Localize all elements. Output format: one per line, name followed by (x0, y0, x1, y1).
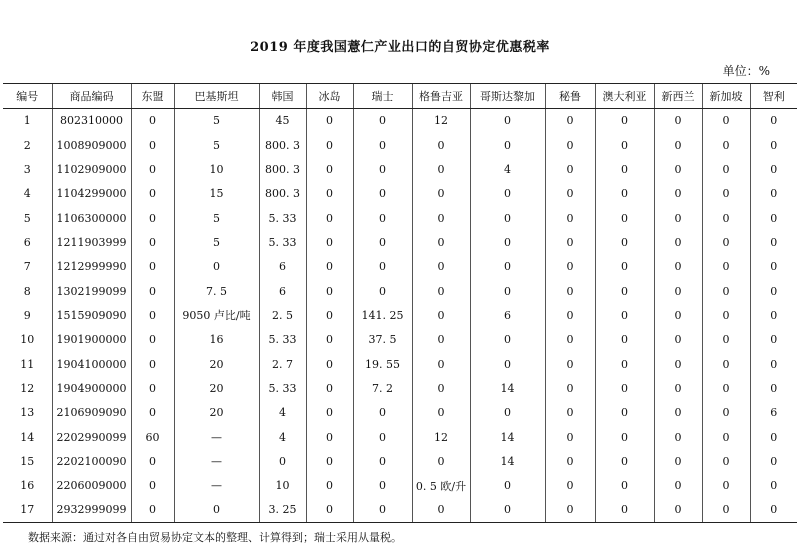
table-cell: 0 (750, 352, 797, 376)
column-header: 澳大利亚 (595, 84, 654, 109)
table-cell: 0 (470, 255, 545, 279)
table-cell: 0 (545, 157, 595, 181)
table-cell: 45 (259, 109, 306, 133)
table-row (3, 157, 797, 181)
table-cell: 5 (174, 109, 259, 133)
table-cell: 0 (545, 133, 595, 157)
table-row (3, 279, 797, 303)
table-cell: 1104299000 (52, 182, 131, 206)
table-cell: 0 (654, 376, 702, 400)
table-cell: 0 (470, 182, 545, 206)
table-cell: 0 (750, 303, 797, 327)
table-cell: 0 (750, 328, 797, 352)
table-cell: 0 (353, 157, 412, 181)
table-cell: 0 (353, 206, 412, 230)
table-cell: 0 (545, 401, 595, 425)
table-cell: 0 (412, 498, 470, 522)
table-cell: 7. 5 (174, 279, 259, 303)
table-cell: 14 (470, 425, 545, 449)
unit-label: 单位：% (722, 64, 770, 78)
table-cell: 141. 25 (353, 303, 412, 327)
column-header: 冰岛 (306, 84, 353, 109)
table-cell: 0 (412, 157, 470, 181)
table-cell: 0 (702, 401, 750, 425)
table-cell: 5 (23, 211, 31, 225)
table-cell: 0 (412, 328, 470, 352)
table-cell: 0 (702, 206, 750, 230)
table-cell: 0 (412, 182, 470, 206)
table-cell: 7. 2 (353, 376, 412, 400)
table-cell: 0 (654, 230, 702, 254)
column-header: 商品编码 (52, 84, 131, 109)
table-cell: 0 (412, 352, 470, 376)
table-cell: 0 (595, 328, 654, 352)
table-cell: 0 (131, 133, 174, 157)
table-cell: 2202990099 (52, 425, 131, 449)
table-cell: 0 (306, 498, 353, 522)
table-cell: 0 (750, 255, 797, 279)
table-cell: 4 (23, 187, 31, 201)
table-cell: 0 (470, 352, 545, 376)
table-cell: 0 (174, 255, 259, 279)
table-row (3, 328, 797, 352)
table-cell: 0 (654, 498, 702, 522)
table-cell: 0 (353, 425, 412, 449)
table-cell: 0 (470, 133, 545, 157)
table-cell: 5 (174, 133, 259, 157)
column-header: 新西兰 (654, 84, 702, 109)
table-cell: 6 (750, 401, 797, 425)
table-cell: 12 (412, 425, 470, 449)
table-cell: 0 (702, 425, 750, 449)
table-cell: 10 (20, 333, 35, 347)
table-cell: 0 (306, 303, 353, 327)
table-cell: 5. 33 (259, 206, 306, 230)
table-cell: 0 (702, 133, 750, 157)
table-cell: 13 (20, 406, 35, 420)
table-cell: 4 (259, 425, 306, 449)
table-cell: 0 (545, 255, 595, 279)
table-cell: 16 (174, 328, 259, 352)
table-cell: 802310000 (52, 109, 131, 133)
table-cell: 20 (174, 352, 259, 376)
table-cell: 12 (20, 381, 35, 395)
table-cell: 0 (545, 182, 595, 206)
column-header: 智利 (750, 84, 797, 109)
table-cell: 0 (750, 474, 797, 498)
table-cell: 5. 33 (259, 376, 306, 400)
table-cell: 0 (595, 230, 654, 254)
table-cell: 14 (470, 449, 545, 473)
table-cell: 0 (750, 157, 797, 181)
table-cell: 0 (131, 449, 174, 473)
table-cell: 0 (470, 498, 545, 522)
table-cell: 2. 5 (259, 303, 306, 327)
table-row (3, 206, 797, 230)
table-cell: 0 (545, 230, 595, 254)
table-cell: 1212999990 (52, 255, 131, 279)
table-cell: 20 (174, 376, 259, 400)
table-cell: 0 (306, 255, 353, 279)
table-cell: 0 (412, 401, 470, 425)
table-cell: 60 (131, 425, 174, 449)
column-header: 编号 (3, 84, 52, 109)
table-cell: 9050 卢比/吨 (174, 303, 259, 327)
table-cell: 0 (654, 206, 702, 230)
table-cell: 0 (306, 401, 353, 425)
table-cell: 0 (306, 109, 353, 133)
table-cell: 0 (654, 474, 702, 498)
table-cell: 0 (412, 206, 470, 230)
table-cell: 5 (174, 230, 259, 254)
table-cell: 0 (595, 206, 654, 230)
table-cell: 0 (470, 474, 545, 498)
table-cell: 6 (23, 235, 31, 249)
table-cell: 6 (470, 303, 545, 327)
table-row (3, 449, 797, 473)
table-cell: 0 (131, 279, 174, 303)
table-cell: 10 (174, 157, 259, 181)
table-cell: 0 (306, 449, 353, 473)
table-row (3, 474, 797, 498)
table-cell: 0 (353, 498, 412, 522)
table-cell: 19. 55 (353, 352, 412, 376)
table-cell: 3. 25 (259, 498, 306, 522)
table-cell: 0 (353, 474, 412, 498)
table-cell: 0 (306, 230, 353, 254)
table-cell: 10 (259, 474, 306, 498)
table-cell: 0 (595, 376, 654, 400)
table-cell: 0 (353, 230, 412, 254)
table-cell: 0 (654, 328, 702, 352)
table-cell: 0 (306, 425, 353, 449)
table-cell: 0 (545, 206, 595, 230)
table-cell: 0 (306, 279, 353, 303)
table-cell: 0 (353, 182, 412, 206)
table-cell: 4 (259, 401, 306, 425)
column-header: 韩国 (259, 84, 306, 109)
table-cell: 1904900000 (52, 376, 131, 400)
table-cell: 0 (654, 182, 702, 206)
table-cell: 0 (412, 279, 470, 303)
table-cell: 2932999099 (52, 498, 131, 522)
table-cell: 14 (470, 376, 545, 400)
table-cell: 2 (23, 138, 31, 152)
table-cell: 0 (702, 182, 750, 206)
table-row (3, 401, 797, 425)
table-cell: 0 (750, 498, 797, 522)
column-header: 格鲁吉亚 (412, 84, 470, 109)
table-cell: 0 (702, 328, 750, 352)
column-header: 新加坡 (702, 84, 750, 109)
table-cell: 1901900000 (52, 328, 131, 352)
table-cell: 0 (595, 303, 654, 327)
table-cell: 0 (595, 352, 654, 376)
table-cell: 0 (750, 279, 797, 303)
table-cell: 8 (23, 284, 31, 298)
table-cell: 0 (353, 255, 412, 279)
table-cell: 0 (470, 401, 545, 425)
table-cell: 15 (174, 182, 259, 206)
table-cell: 0 (545, 279, 595, 303)
table-cell: 0 (545, 449, 595, 473)
table-cell: 0 (412, 255, 470, 279)
tariff-table (3, 83, 797, 523)
table-cell: 0 (750, 206, 797, 230)
table-cell: 0 (470, 279, 545, 303)
table-cell: 16 (20, 479, 35, 493)
table-cell: 0 (654, 109, 702, 133)
table-cell: 0 (702, 109, 750, 133)
table-cell: 0 (131, 498, 174, 522)
table-cell: 0 (306, 328, 353, 352)
table-cell: 0 (595, 182, 654, 206)
table-cell: 5. 33 (259, 230, 306, 254)
table-cell: 800. 3 (259, 182, 306, 206)
table-cell: 0 (595, 425, 654, 449)
table-cell: 0 (131, 109, 174, 133)
table-cell: 37. 5 (353, 328, 412, 352)
table-cell: 14 (20, 430, 35, 444)
table-cell: 0 (654, 255, 702, 279)
table-row (3, 109, 797, 133)
table-cell: 12 (412, 109, 470, 133)
table-cell: 15 (20, 454, 35, 468)
table-cell: — (174, 425, 259, 449)
table-cell: 0 (595, 255, 654, 279)
table-cell: 0 (545, 498, 595, 522)
table-cell: 1106300000 (52, 206, 131, 230)
table-row (3, 352, 797, 376)
table-cell: 0 (545, 474, 595, 498)
table-row (3, 182, 797, 206)
table-cell: 0 (545, 109, 595, 133)
table-cell: 0 (259, 449, 306, 473)
column-header: 秘鲁 (545, 84, 595, 109)
table-cell: 0 (702, 157, 750, 181)
table-cell: 9 (23, 308, 31, 322)
table-cell: 800. 3 (259, 157, 306, 181)
table-cell: 0 (702, 352, 750, 376)
table-cell: 0 (702, 230, 750, 254)
table-cell: 1008909000 (52, 133, 131, 157)
table-title: 2019 年度我国薏仁产业出口的自贸协定优惠税率 (250, 40, 550, 55)
table-cell: 0 (470, 109, 545, 133)
table-cell: 4 (470, 157, 545, 181)
table-cell: 1 (23, 114, 31, 128)
table-cell: 0 (595, 498, 654, 522)
table-cell: 0 (750, 376, 797, 400)
table-cell: 2202100090 (52, 449, 131, 473)
table-cell: 1302199099 (52, 279, 131, 303)
table-cell: 0 (412, 303, 470, 327)
table-row (3, 376, 797, 400)
column-header: 瑞士 (353, 84, 412, 109)
table-cell: 0 (306, 206, 353, 230)
table-cell: 20 (174, 401, 259, 425)
table-cell: 0 (654, 133, 702, 157)
table-row (3, 498, 797, 522)
table-row (3, 255, 797, 279)
table-cell: 0 (595, 133, 654, 157)
table-cell: 0 (131, 328, 174, 352)
table-cell: 0 (702, 279, 750, 303)
table-cell: 0 (595, 401, 654, 425)
table-cell: 0 (702, 449, 750, 473)
table-cell: 0 (654, 425, 702, 449)
footnote: 数据来源：通过对各自由贸易协定文本的整理、计算得到；瑞士采用从量税。 (28, 531, 402, 544)
table-cell: 0 (545, 303, 595, 327)
table-cell: 1904100000 (52, 352, 131, 376)
table-cell: 0 (702, 474, 750, 498)
table-cell: 7 (23, 260, 31, 274)
column-header: 哥斯达黎加 (470, 84, 545, 109)
header-row (3, 84, 797, 109)
table-row (3, 230, 797, 254)
table-cell: 11 (20, 357, 35, 371)
column-header: 巴基斯坦 (174, 84, 259, 109)
table-cell: 0 (750, 182, 797, 206)
table-cell: 0 (131, 474, 174, 498)
table-cell: 0 (595, 279, 654, 303)
table-cell: 0 (412, 133, 470, 157)
table-cell: 3 (23, 162, 31, 176)
table-cell: 6 (259, 279, 306, 303)
table-cell: 0 (131, 157, 174, 181)
table-cell: 0 (470, 328, 545, 352)
column-header: 东盟 (131, 84, 174, 109)
table-cell: 0 (750, 230, 797, 254)
table-cell: 0 (702, 498, 750, 522)
table-cell: 0 (702, 303, 750, 327)
table-cell: 0 (654, 157, 702, 181)
table-cell: 2206009000 (52, 474, 131, 498)
table-cell: 0 (131, 376, 174, 400)
table-cell: 0 (654, 401, 702, 425)
table-cell: 2. 7 (259, 352, 306, 376)
table-cell: 0 (750, 109, 797, 133)
table-cell: 0 (306, 352, 353, 376)
table-cell: 0 (353, 279, 412, 303)
table-cell: 0 (174, 498, 259, 522)
table-cell: 0 (131, 352, 174, 376)
table-cell: 0 (131, 182, 174, 206)
table-cell: 0 (654, 449, 702, 473)
table-cell: 0 (702, 376, 750, 400)
table-cell: 0 (545, 328, 595, 352)
table-cell: 0 (306, 182, 353, 206)
table-cell: 0 (470, 206, 545, 230)
table-cell: 0 (131, 206, 174, 230)
table-cell: 5 (174, 206, 259, 230)
table-cell: 0 (595, 109, 654, 133)
table-row (3, 425, 797, 449)
table-cell: 0 (131, 303, 174, 327)
table-cell: 2106909090 (52, 401, 131, 425)
table-cell: 0 (353, 109, 412, 133)
table-row (3, 303, 797, 327)
table-cell: 17 (3, 498, 52, 522)
table-cell: 0 (702, 255, 750, 279)
table-cell: 0 (654, 303, 702, 327)
table-cell: 0 (412, 376, 470, 400)
table-cell: 0 (306, 133, 353, 157)
table-cell: 0 (750, 449, 797, 473)
table-cell: 1211903999 (52, 230, 131, 254)
table-cell: 800. 3 (259, 133, 306, 157)
table-cell: 0 (412, 230, 470, 254)
table-cell: — (174, 474, 259, 498)
table-cell: 0 (654, 352, 702, 376)
table-cell: — (174, 449, 259, 473)
table-cell: 0 (306, 474, 353, 498)
table-cell: 1102909000 (52, 157, 131, 181)
table-cell: 0 (353, 133, 412, 157)
table-cell: 5. 33 (259, 328, 306, 352)
table-cell: 0. 5 欧/升 (412, 474, 470, 498)
table-cell: 0 (545, 376, 595, 400)
table-cell: 0 (595, 157, 654, 181)
table-cell: 0 (412, 449, 470, 473)
table-cell: 0 (353, 449, 412, 473)
table-row (3, 133, 797, 157)
table-body (3, 109, 797, 523)
table-cell: 0 (131, 255, 174, 279)
table-cell: 0 (470, 230, 545, 254)
table-cell: 1515909090 (52, 303, 131, 327)
table-cell: 0 (750, 425, 797, 449)
table-cell: 0 (654, 279, 702, 303)
table-cell: 0 (306, 157, 353, 181)
table-cell: 0 (353, 401, 412, 425)
table-cell: 0 (545, 352, 595, 376)
table-cell: 0 (306, 376, 353, 400)
table-cell: 0 (595, 474, 654, 498)
table-cell: 6 (259, 255, 306, 279)
table-cell: 0 (750, 133, 797, 157)
table-cell: 0 (595, 449, 654, 473)
table-cell: 0 (131, 230, 174, 254)
table-cell: 0 (131, 401, 174, 425)
table-cell: 0 (545, 425, 595, 449)
